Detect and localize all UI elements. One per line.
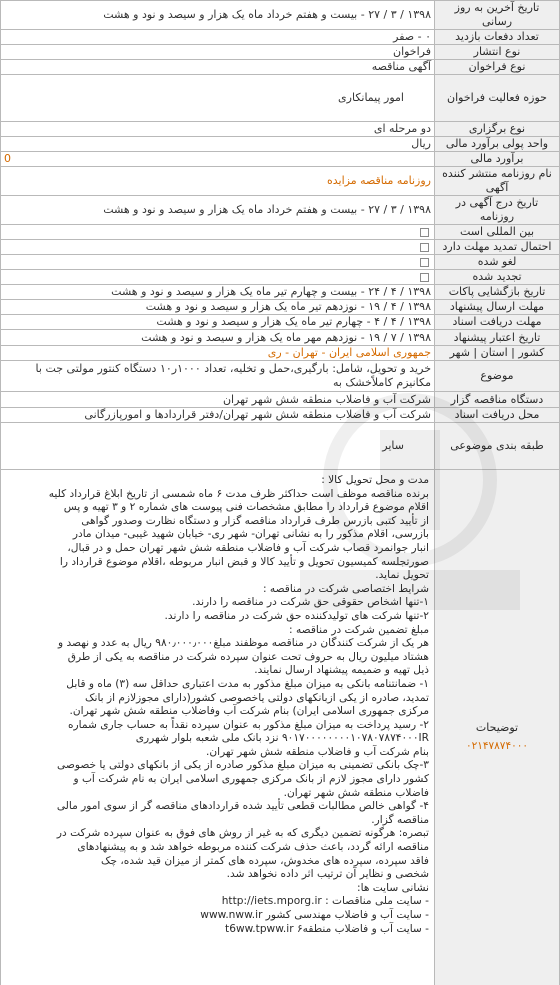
description-line: تمدید، صادره از یکی ازبانکهای دولتی یاخصوصی کشور(دارای مجوزلازم از بانک [85, 691, 429, 704]
description-line: ۲- رسید پرداخت به میزان مبلغ مذکور به عنوان سپرده نقداً به حساب جاری شماره [67, 718, 429, 731]
field-label: تاریخ بازگشایی پاکات [435, 285, 560, 300]
field-label: نام روزنامه منتشر کننده آگهی [435, 167, 560, 196]
info-row [1, 137, 560, 152]
info-row [1, 315, 560, 330]
description-line: بنام شرکت آب و فاضلاب منطقه شش شهر تهران. [205, 745, 429, 758]
description-line: ۲-تنها شرکت های تولیدکننده حق شرکت در مناقصه را دارند. [164, 609, 429, 622]
info-row [1, 392, 560, 408]
description-line: مبلغ تضمین شرکت در مناقصه : [289, 623, 429, 636]
info-row [1, 240, 560, 255]
field-value [1, 30, 435, 45]
field-value-text: خرید و تحویل، شامل: بارگیری،حمل و تخلیه، تعداد ۱۰۰۰ر۱۰ دستگاه کنتور مولتی جت با مکانیزم کاملاًخشک به [35, 362, 431, 389]
field-label: بین المللی است [435, 225, 560, 240]
field-value-text: امور پیمانکاری [338, 91, 404, 104]
field-value [1, 285, 435, 300]
description-row [1, 470, 560, 985]
field-label: نوع برگزاری [435, 122, 560, 137]
description-line: هر یک از شرکت کنندگان در مناقصه موظفند مبلغ۹۸۰٫۰۰۰٫۰۰۰ ریال به عدد و نهصد و [58, 637, 429, 650]
field-value [1, 423, 435, 470]
field-value [1, 60, 435, 75]
field-value-text: آگهی مناقصه [371, 60, 431, 73]
field-value [1, 75, 435, 122]
description-line: نشانی سایت ها: [357, 881, 429, 894]
description-line: اقلام موضوع قرارداد را مطابق مشخصات فنی پیوست های شماره ۲ و ۳ تهیه و پس [63, 501, 429, 514]
field-value [1, 315, 435, 330]
field-label: حوزه فعالیت فراخوان [435, 75, 560, 122]
info-row [1, 225, 560, 240]
field-label: لغو شده [435, 255, 560, 270]
info-row [1, 408, 560, 423]
field-value-text: ۱۳۹۸ / ۴ / ۲۴ - بیست و چهارم تیر ماه یک هزار و سیصد و نود و هشت [111, 285, 431, 298]
info-row [1, 346, 560, 361]
description-label: توضیحات [475, 721, 519, 734]
info-row [1, 196, 560, 225]
info-row [1, 285, 560, 300]
description-text [1, 470, 435, 985]
description-line: تبصره: هرگونه تضمین دیگری که به غیر از روش های فوق به عنوان سپرده شرکت در [56, 827, 429, 840]
field-value-text: ۱۳۹۸ / ۷ / ۱۹ - نوزدهم مهر ماه یک هزار و سیصد و نود و هشت [141, 330, 431, 344]
description-line: فاقد سپرده، سپرده های مخدوش، سپرده های کمتر از میزان قید شده، چک [100, 854, 429, 867]
description-line: ۴- گواهی خالص مطالبات قطعی تأیید شده قراردادهای مناقصه گر از سوی امور مالی [56, 800, 429, 813]
field-value-text: ۱۳۹۸ / ۳ / ۲۷ - بیست و هفتم خرداد ماه یک هزار و سیصد و نود و هشت [103, 8, 431, 21]
field-label: تاریخ اعتبار پیشنهاد [435, 330, 560, 346]
field-value [1, 122, 435, 137]
description-line: - سایت آب و فاضلاب مهندسی کشور www.nww.ir [200, 909, 429, 921]
field-value-text: جمهوری اسلامی ایران - تهران - ری [267, 346, 431, 359]
field-value-text: فراخوان [392, 45, 431, 58]
field-label: برآورد مالی [435, 152, 560, 167]
description-line: صورتجلسه کمیسیون تحویل و تأیید کالا و قبض انبار مربوطه ،اقلام موضوع قرارداد را [59, 555, 429, 568]
description-label-cell [435, 470, 560, 985]
description-line: شخصی و نظایر آن ترتیب اثر داده نخواهد شد. [226, 868, 429, 881]
description-line: ۱-تنها اشخاص حقوقی حق شرکت در مناقصه را دارند. [192, 596, 429, 609]
description-line: - سایت آب و فاضلاب منطقه۶ t6ww.tpww.ir [225, 922, 429, 935]
description-line: ۹۰۱۷۰۰۰۰۰۰۰۰۱۰۷۸۰۷۸۷۴۰۰۰IR نزد بانک ملی شعبه بلوار شهرری [135, 732, 429, 745]
field-value-text: شرکت آب و فاضلاب منطقه شش شهر تهران/دفتر قراردادها و امورپازرگانی [84, 408, 431, 421]
description-line: هشتاد میلیون ریال به حروف تحت عنوان سپرده شرکت در مناقصه به یکی از طرق [67, 650, 429, 663]
field-value-text: ۰ - صفر [393, 30, 431, 43]
info-row [1, 1, 560, 30]
field-value-text: سایر [382, 439, 404, 452]
field-value [1, 1, 435, 30]
description-line: شرایط اختصاصی شرکت در مناقصه : [262, 582, 429, 595]
checkbox-icon [420, 228, 429, 237]
field-label: تعداد دفعات بازدید [435, 30, 560, 45]
field-label: کشور | استان | شهر [435, 346, 560, 361]
info-row [1, 423, 560, 470]
field-label: موضوع [435, 361, 560, 392]
field-value [1, 152, 435, 167]
field-value [1, 300, 435, 315]
field-label: واحد پولی برآورد مالی [435, 137, 560, 152]
field-value [1, 346, 435, 361]
info-row [1, 30, 560, 45]
field-label: تاریخ آخرین به روز رسانی [435, 1, 560, 30]
field-value [1, 361, 435, 392]
field-value-text: دو مرحله ای [373, 122, 431, 135]
field-label: تجدید شده [435, 270, 560, 285]
field-value [1, 196, 435, 225]
description-line: بازرسی، اقلام مذکور را به نشانی تهران- شهر ری- خیابان شهید غیبی- میدان مادر [72, 528, 429, 541]
description-line: ۳-چک بانکی تضمینی به میزان مبلغ مذکور صادره از یکی از بانکهای دولتی یا خصوصی [57, 759, 429, 772]
description-line: انبار جوانمرد قصاب شرکت آب و فاضلاب منطقه شش شهر تهران حمل و در قبال، [67, 541, 429, 554]
field-value-text: ۱۳۹۸ / ۴ / ۱۹ - نوزدهم تیر ماه یک هزار و سیصد و نود و هشت [145, 300, 431, 313]
field-value [1, 392, 435, 408]
description-line: مناقصه ارائه گردد، باعث حذف شرکت کننده مربوطه خواهد شد و به پیشنهادهای [77, 841, 429, 854]
field-label: نوع انتشار [435, 45, 560, 60]
info-row [1, 60, 560, 75]
field-value [1, 167, 435, 196]
info-row [1, 45, 560, 60]
description-phone: ۰۲۱۴۷۸۷۴۰۰۰ [465, 740, 529, 752]
description-line: ۱- ضمانتنامه بانکی به میزان مبلغ مذکور به مدت اعتباری حداقل سه (۳) ماه و قابل [66, 677, 429, 690]
description-line: تحویل نماید. [375, 569, 429, 582]
description-line: از تأیید کتبی بازرس طرف قرارداد مناقصه گزار و دستگاه نظارت وصدور گواهی [81, 514, 429, 527]
field-value [1, 408, 435, 423]
field-value-text: 0 [4, 152, 11, 165]
checkbox-icon [420, 243, 429, 252]
field-value-text: ریال [411, 137, 431, 150]
field-value [1, 330, 435, 346]
description-line: مناقصه گزار. [371, 813, 429, 826]
info-row [1, 75, 560, 122]
info-row [1, 270, 560, 285]
info-row [1, 152, 560, 167]
description-line: کشور دارای مجوز لازم از بانک مرکزی جمهوری اسلامی ایران به نام شرکت آب و [73, 773, 429, 786]
field-value-text: ۱۳۹۸ / ۴ / ۴ - چهارم تیر ماه یک هزار و سیصد و نود و هشت [156, 315, 431, 328]
info-row [1, 255, 560, 270]
field-label: محل دریافت اسناد [435, 408, 560, 423]
field-value [1, 225, 435, 240]
field-value [1, 240, 435, 255]
description-line: مرکزی جمهوری اسلامی ایران) بنام شرکت آب وفاضلاب منطقه شش شهر تهران. [69, 705, 429, 718]
field-label: دستگاه مناقصه گزار [435, 392, 560, 408]
description-line: فاضلاب منطقه شش شهر تهران. [283, 786, 429, 799]
field-label: نوع فراخوان [435, 60, 560, 75]
checkbox-icon [420, 258, 429, 267]
description-line: برنده مناقصه موظف است حداکثر ظرف مدت ۶ ماه شمسی از تاریخ ابلاغ قرارداد کلیه [48, 487, 429, 500]
info-row [1, 122, 560, 137]
field-label: احتمال تمدید مهلت دارد [435, 240, 560, 255]
field-value-text: روزنامه مناقصه مزایده [326, 174, 431, 187]
field-value [1, 270, 435, 285]
field-value-text: شرکت آب و فاضلاب منطقه شش شهر تهران [222, 392, 431, 406]
field-label: تاریخ درج آگهی در روزنامه [435, 196, 560, 225]
info-row [1, 361, 560, 392]
info-row [1, 167, 560, 196]
field-label: مهلت ارسال پیشنهاد [435, 300, 560, 315]
info-row [1, 300, 560, 315]
description-line: مدت و محل تحویل کالا : [321, 474, 429, 486]
field-value [1, 137, 435, 152]
field-label: طبقه بندی موضوعی [435, 423, 560, 470]
info-row [1, 330, 560, 346]
field-value [1, 45, 435, 60]
field-value-text: ۱۳۹۸ / ۳ / ۲۷ - بیست و هفتم خرداد ماه یک هزار و سیصد و نود و هشت [103, 203, 431, 216]
tender-info-rows [1, 1, 560, 470]
field-value [1, 255, 435, 270]
description-line: ذیل تهیه و ضمیمه پیشنهاد ارسال نمایند. [254, 664, 429, 677]
description-line: - سایت ملی مناقصات : http://iets.mporg.ir [221, 895, 429, 908]
field-label: مهلت دریافت اسناد [435, 315, 560, 330]
checkbox-icon [420, 273, 429, 282]
